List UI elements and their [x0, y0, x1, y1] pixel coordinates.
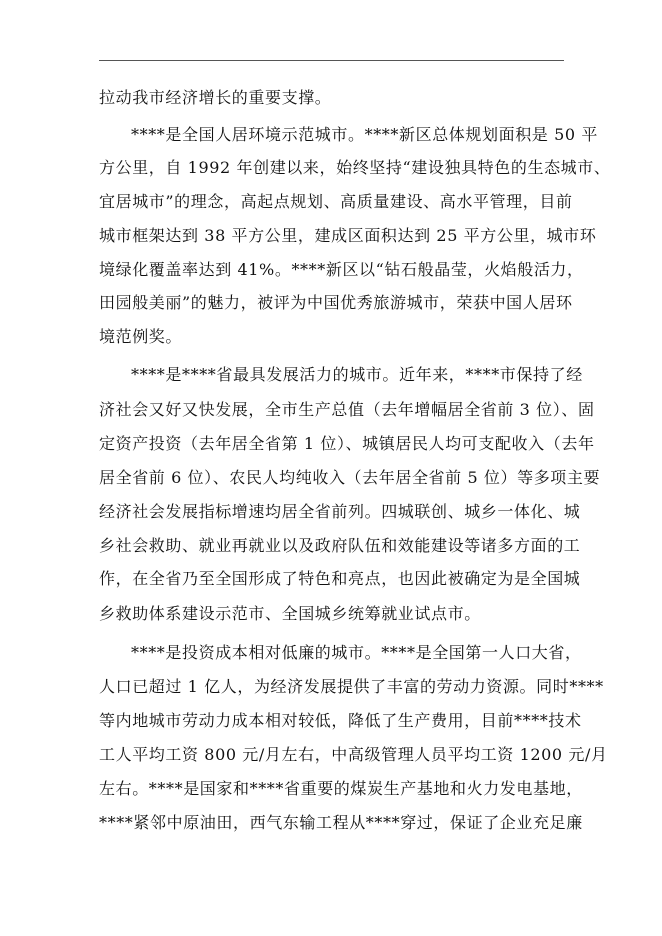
text-line: 方公里，自 1992 年创建以来，始终坚持“建设独具特色的生态城市、: [99, 158, 611, 177]
text-line: ****紧邻中原油田，西气东输工程从****穿过，保证了企业充足廉: [99, 813, 583, 832]
text-line: 境范例奖。: [99, 327, 183, 346]
text-line: 经济社会发展指标增速均居全省前列。四城联创、城乡一体化、城: [99, 502, 581, 521]
text-line: 拉动我市经济增长的重要支撑。: [99, 88, 332, 107]
text-line: 乡社会救助、就业再就业以及政府队伍和效能建设等诸多方面的工: [99, 536, 581, 555]
header-rule: [99, 60, 564, 61]
text-line: 乡救助体系建设示范市、全国城乡统筹就业试点市。: [99, 604, 481, 623]
text-line: 等内地城市劳动力成本相对较低，降低了生产费用，目前****技术: [99, 711, 582, 730]
text-line: 宜居城市”的理念，高起点规划、高质量建设、高水平管理，目前: [99, 192, 573, 211]
text-line: ****是****省最具发展活力的城市。近年来，****市保持了经: [131, 365, 583, 384]
text-line: ****是投资成本相对低廉的城市。****是全国第一人口大省，: [131, 643, 582, 662]
text-line: 定资产投资（去年居全省第 1 位）、城镇居民人均可支配收入（去年: [99, 434, 595, 453]
text-line: 左右。****是国家和****省重要的煤炭生产基地和火力发电基地，: [99, 779, 583, 798]
text-line: 人口已超过 1 亿人，为经济发展提供了丰富的劳动力资源。同时****: [99, 677, 604, 696]
text-line: 城市框架达到 38 平方公里，建成区面积达到 25 平方公里，城市环: [99, 226, 597, 245]
text-line: 居全省前 6 位）、农民人均纯收入（去年居全省前 5 位）等多项主要: [99, 468, 601, 487]
text-line: 工人平均工资 800 元/月左右，中高级管理人员平均工资 1200 元/月: [99, 745, 608, 764]
text-line: ****是全国人居环境示范城市。****新区总体规划面积是 50 平: [131, 125, 598, 144]
text-line: 作，在全省乃至全国形成了特色和亮点，也因此被确定为是全国城: [99, 569, 581, 588]
text-line: 济社会又好又快发展，全市生产总值（去年增幅居全省前 3 位）、固: [99, 400, 595, 419]
text-line: 田园般美丽”的魅力，被评为中国优秀旅游城市，荣获中国人居环: [99, 293, 573, 312]
text-line: 境绿化覆盖率达到 41%。****新区以“钻石般晶莹，火焰般活力，: [99, 260, 584, 279]
